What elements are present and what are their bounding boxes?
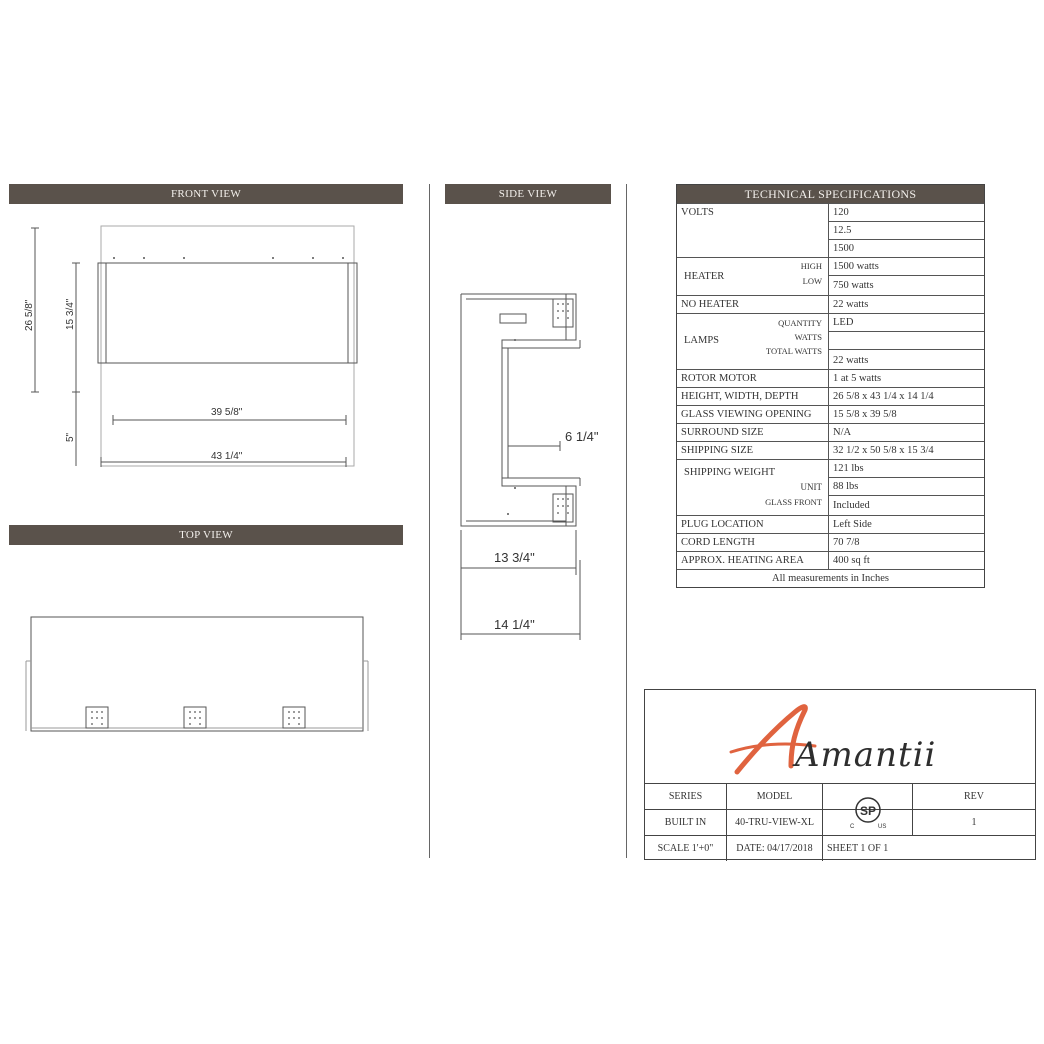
rev-value: 1 [971,817,977,828]
volts-value-1: 120 [833,207,849,218]
spec-table [676,184,985,588]
volts-label: VOLTS [681,207,714,218]
rev-label: REV [964,791,984,802]
brand-wordmark: Amantii [795,735,937,775]
glass-front-value: Included [829,495,984,515]
side-recess-label: 6 1/4" [565,429,599,444]
hwd-label: HEIGHT, WIDTH, DEPTH [681,391,799,402]
lamps-label: LAMPS [684,335,720,346]
side-depth-total-label: 14 1/4" [494,617,535,632]
shipping-weight-value: 121 lbs [833,463,864,474]
unit-weight-label: UNIT [800,482,822,492]
heater-label: HEATER [684,271,725,282]
csa-mark [823,804,913,835]
divider-right [626,184,627,858]
cord-label: CORD LENGTH [681,537,755,548]
heater-high-label: HIGH [800,261,822,271]
front-opening-width-label: 39 5/8" [211,407,243,418]
heater-low-label: LOW [802,276,822,286]
no-heater-value: 22 watts [833,299,869,310]
footer-empty-cell [913,836,1035,861]
divider-left [429,184,430,858]
spec-row-glass [677,405,984,423]
side-depth-inner-label: 13 3/4" [494,550,535,565]
spec-title: TECHNICAL SPECIFICATIONS [677,185,984,203]
surround-value: N/A [833,427,852,438]
spec-row-volts [677,203,984,257]
model-value: 40-TRU-VIEW-XL [727,810,823,835]
lamps-total-watts-value: 22 watts [829,349,984,369]
series-value: BUILT IN [645,810,727,835]
glass-value: 15 5/8 x 39 5/8 [833,409,897,420]
spec-row-heater [677,257,984,295]
cord-value: 70 7/8 [833,537,860,548]
front-view-header: FRONT VIEW [9,184,403,204]
lamps-total-watts-label: TOTAL WATTS [765,346,822,356]
spec-row-cord [677,533,984,551]
shipping-size-label: SHIPPING SIZE [681,445,754,456]
front-bottom-label: 5" [65,432,76,442]
brand-logo-graphic [645,690,1035,783]
spec-row-surround [677,423,984,441]
spec-row-shipping-size [677,441,984,459]
shipping-size-value: 32 1/2 x 50 5/8 x 15 3/4 [833,445,934,456]
plug-value: Left Side [833,519,872,530]
heater-low-value: 750 watts [829,275,984,295]
no-heater-label: NO HEATER [681,299,740,310]
top-view-header: TOP VIEW [9,525,403,545]
brand-logo [645,690,1035,784]
glass-label: GLASS VIEWING OPENING [681,409,812,420]
spec-row-lamps [677,313,984,369]
spec-row-no-heater [677,295,984,313]
front-total-height-label: 26 5/8" [24,299,35,331]
csa-c-text: C [850,824,855,830]
surround-label: SURROUND SIZE [681,427,764,438]
heater-high-value: 1500 watts [833,261,879,272]
unit-weight-value: 88 lbs [829,477,984,495]
spec-row-rotor [677,369,984,387]
title-block-footer-row [645,836,1035,861]
glass-front-label: GLASS FRONT [765,497,822,507]
lamps-quantity-value: LED [833,317,854,328]
front-opening-height-label: 15 3/4" [65,298,76,330]
lamps-quantity-label: QUANTITY [778,318,822,328]
heating-label: APPROX. HEATING AREA [681,555,804,566]
csa-logo-icon [838,788,898,832]
spec-row-heating [677,551,984,569]
csa-mark-text: SP [859,804,877,818]
date-value: DATE: 04/17/2018 [727,836,823,861]
heating-value: 400 sq ft [833,555,870,566]
scale-value: SCALE 1'+0" [645,836,727,861]
model-label: MODEL [727,784,823,809]
shipping-weight-label: SHIPPING WEIGHT [684,467,776,478]
hwd-value: 26 5/8 x 43 1/4 x 14 1/4 [833,391,934,402]
csa-us-text: US [878,824,887,830]
plug-label: PLUG LOCATION [681,519,764,530]
sheet-value: SHEET 1 OF 1 [827,843,889,854]
title-block-value-row [645,804,1035,836]
lamps-watts-label: WATTS [794,332,822,342]
lamps-watts-value [829,331,984,349]
rotor-value: 1 at 5 watts [833,373,882,384]
volts-value-2: 12.5 [829,221,984,239]
front-total-width-label: 43 1/4" [211,451,243,462]
spec-footnote: All measurements in Inches [677,569,984,587]
spec-row-plug [677,515,984,533]
series-label: SERIES [645,784,727,809]
title-block [644,689,1036,860]
spec-row-hwd [677,387,984,405]
side-view-header: SIDE VIEW [445,184,611,204]
rotor-label: ROTOR MOTOR [681,373,757,384]
volts-value-3: 1500 [829,239,984,257]
spec-row-shipping-weight [677,459,984,515]
